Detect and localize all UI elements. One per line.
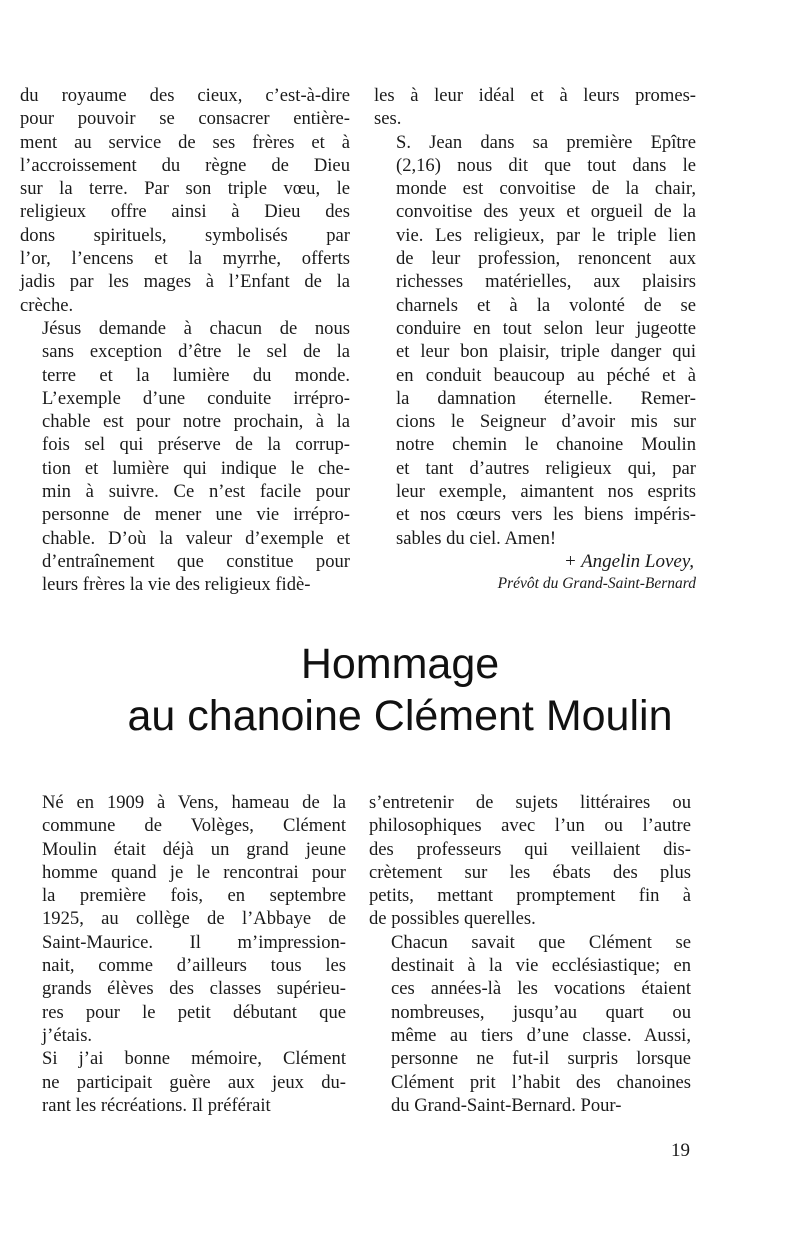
text-line: du royaume des cieux, c’est-à-dire — [20, 85, 350, 106]
text-line: Si j’ai bonne mémoire, Clément — [42, 1048, 346, 1070]
text-line: chable est pour notre prochain, à la — [42, 411, 350, 433]
text-line: rant les récréations. Il préférait — [42, 1094, 271, 1116]
text-line: ces années-là les vocations étaient — [391, 978, 691, 1000]
text-line: Saint-Maurice. Il m’impression- — [42, 931, 346, 953]
text-line: et nos cœurs vers les biens impéris- — [396, 504, 696, 526]
text-line: min à suivre. Ce n’est facile pour — [42, 481, 350, 503]
text-line: commune de Volèges, Clément — [42, 815, 346, 837]
text-line: crèche. — [20, 294, 74, 316]
text-line: même au tiers d’une classe. Aussi, — [391, 1024, 691, 1046]
signature-title: Prévôt du Grand-Saint-Bernard — [497, 575, 696, 593]
text-line: cions le Seigneur d’avoir mis sur — [396, 411, 696, 433]
text-line: de leur profession, renoncent aux — [396, 248, 696, 270]
text-line: Né en 1909 à Vens, hameau de la — [42, 792, 346, 813]
text-line: grands élèves des classes supérieu- — [42, 978, 346, 1000]
text-line: res pour le petit débutant que — [42, 1001, 346, 1023]
paragraph — [369, 931, 691, 1117]
bottom-right-column — [369, 791, 691, 1117]
text-line: homme quand je le rencontrai pour — [42, 861, 346, 883]
text-line: L’exemple d’une conduite irrépro- — [42, 387, 350, 409]
text-line: crètement sur les ébats des plus — [369, 861, 691, 883]
text-line: sans exception d’être le sel de la — [42, 341, 350, 363]
paragraph — [374, 131, 696, 550]
top-right-column — [374, 84, 696, 596]
text-line: dons spirituels, symbolisés par — [20, 224, 350, 246]
paragraph — [369, 791, 691, 931]
text-line: l’or, l’encens et la myrrhe, offerts — [20, 248, 350, 270]
text-line: la première fois, en septembre — [42, 885, 346, 907]
text-line: convoitise des yeux et orgueil de la — [396, 201, 696, 223]
text-line: pour pouvoir se consacrer entière- — [20, 108, 350, 130]
text-line: tion et lumière qui indique le che- — [42, 457, 350, 479]
signature-name: + Angelin Lovey, — [563, 550, 694, 572]
paragraph — [20, 1047, 346, 1117]
text-line: ses. — [374, 108, 402, 130]
title-line-2: au chanoine Clément Moulin — [127, 692, 673, 740]
text-line: richesses matérielles, aux plaisirs — [396, 271, 696, 293]
text-line: S. Jean dans sa première Epître — [396, 131, 696, 153]
text-line: ne participait guère aux jeux du- — [42, 1071, 346, 1093]
text-line: Moulin était déjà un grand jeune — [42, 838, 346, 860]
text-line: et tant d’autres religieux qui, par — [396, 457, 696, 479]
text-line: nombreuses, jusqu’au quart ou — [391, 1001, 691, 1023]
text-line: du Grand-Saint-Bernard. Pour- — [391, 1094, 622, 1116]
text-line: nait, comme d’ailleurs tous les — [42, 955, 346, 977]
text-line: d’entraînement que constitue pour — [42, 550, 350, 572]
text-line: charnels et à la volonté de se — [396, 294, 696, 316]
text-line: fois sel qui préserve de la corrup- — [42, 434, 350, 456]
text-line: personne de mener une vie irrépro- — [42, 504, 350, 526]
text-line: la damnation éternelle. Remer- — [396, 387, 696, 409]
text-line: en conduit beaucoup au péché et à — [396, 364, 696, 386]
text-line: Clément prit l’habit des chanoines — [391, 1071, 691, 1093]
text-line: jadis par les mages à l’Enfant de la — [20, 271, 350, 293]
text-line: conduire en tout selon leur jugeotte — [396, 317, 696, 339]
page-number: 19 — [671, 1140, 690, 1161]
text-line: 1925, au collège de l’Abbaye de — [42, 908, 346, 930]
top-left-column — [20, 84, 350, 597]
text-line: religieux offre ainsi à Dieu des — [20, 201, 350, 223]
text-line: (2,16) nous dit que tout dans le — [396, 154, 696, 176]
text-line: vie. Les religieux, par le triple lien — [396, 224, 696, 246]
text-line: sur la terre. Par son triple vœu, le — [20, 178, 350, 200]
text-line: notre chemin le chanoine Moulin — [396, 434, 696, 456]
text-line: terre et la lumière du monde. — [42, 364, 350, 386]
text-line: sables du ciel. Amen! — [396, 527, 557, 549]
text-line: leurs frères la vie des religieux fidè- — [42, 574, 311, 596]
text-line: des professeurs qui veillaient dis- — [369, 838, 691, 860]
paragraph — [20, 84, 350, 317]
text-line: personne ne fut-il surpris lorsque — [391, 1048, 691, 1070]
paragraph — [20, 791, 346, 1047]
paragraph — [20, 317, 350, 597]
top-right-body — [374, 84, 696, 550]
text-line: l’accroissement du règne de Dieu — [20, 154, 350, 176]
article-title — [0, 638, 800, 742]
paragraph — [374, 84, 696, 131]
text-line: chable. D’où la valeur d’exemple et — [42, 527, 350, 549]
title-line-1: Hommage — [300, 640, 500, 688]
text-line: destinait à la vie ecclésiastique; en — [391, 955, 691, 977]
text-line: de possibles querelles. — [369, 908, 536, 930]
text-line: les à leur idéal et à leurs promes- — [374, 85, 696, 106]
text-line: s’entretenir de sujets littéraires ou — [369, 792, 691, 813]
text-line: ment au service de ses frères et à — [20, 131, 350, 153]
text-line: petits, mettant promptement fin à — [369, 885, 691, 907]
text-line: philosophiques avec l’un ou l’autre — [369, 815, 691, 837]
text-line: monde est convoitise de la chair, — [396, 178, 696, 200]
text-line: et leur bon plaisir, triple danger qui — [396, 341, 696, 363]
text-line: j’étais. — [42, 1024, 93, 1046]
bottom-left-column — [20, 791, 346, 1117]
text-line: Jésus demande à chacun de nous — [42, 317, 350, 339]
text-line: leur exemple, aimantent nos esprits — [396, 481, 696, 503]
text-line: Chacun savait que Clément se — [391, 931, 691, 953]
